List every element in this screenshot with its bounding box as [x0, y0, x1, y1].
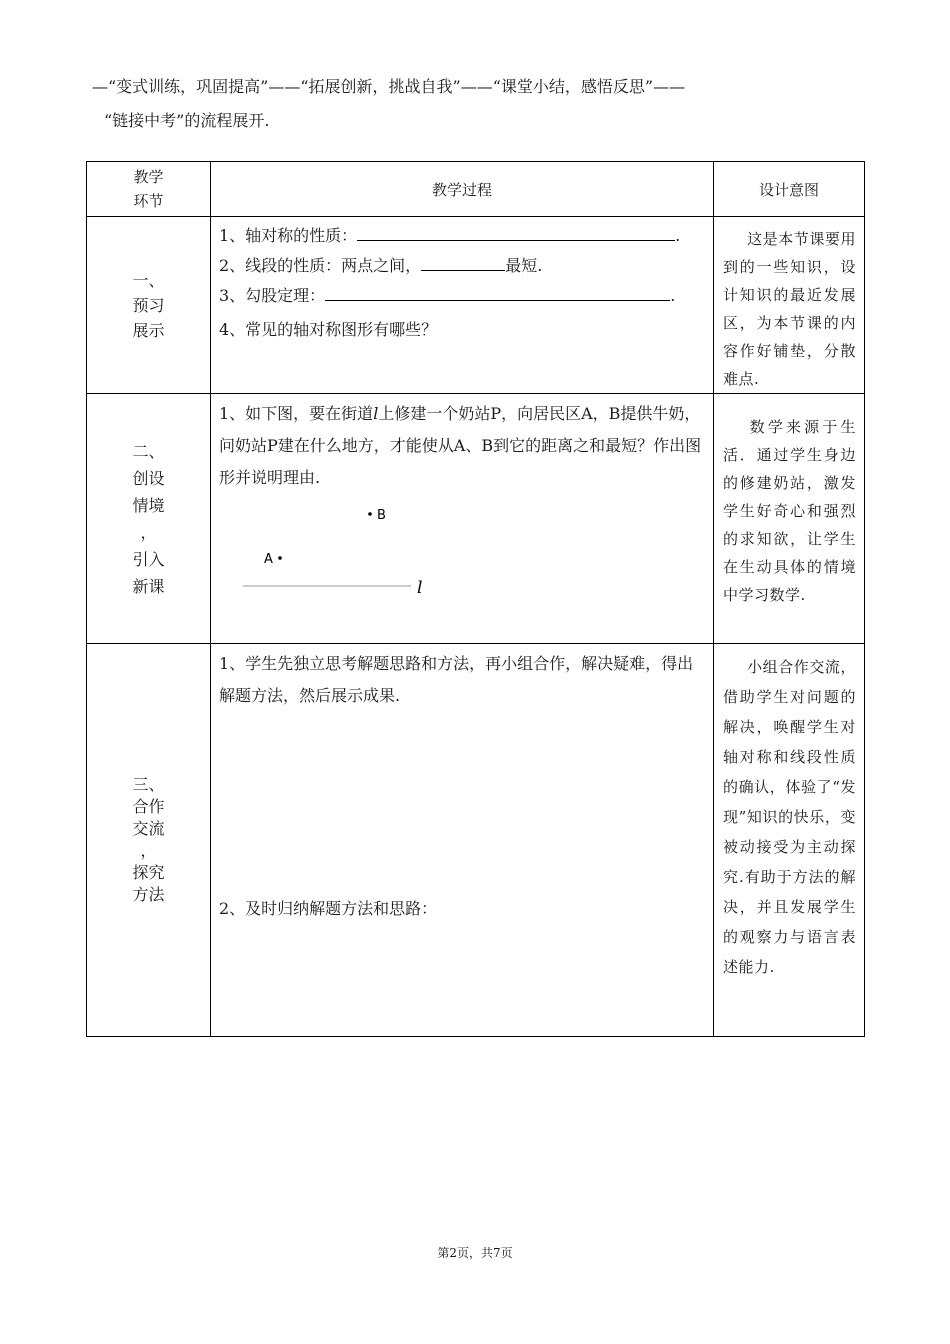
street-diagram [219, 494, 707, 634]
page-footer: 第2页，共7页 [437, 1246, 513, 1260]
street-line-label: l [417, 578, 423, 598]
intent-cell-2: 数学来源于生活．通过学生身边的修建奶站，激发学生好奇心和强烈的求知欲，让学生在生动具体的情境中学习数学. [714, 394, 865, 644]
point-a-label: A [264, 552, 273, 567]
intro-line-1: —“变式训练，巩固提高”——“拓展创新，挑战自我”——“课堂小结，感悟反思”—— [92, 77, 686, 96]
list-item: 4、常见的轴对称图形有哪些？ [219, 320, 438, 339]
process-cell-3 [211, 644, 714, 1037]
answer-blank [421, 252, 505, 271]
stage-cell-2: 二、 创设 情境 ， 引入 新课 [87, 394, 211, 644]
intent-cell-1: 这是本节课要用到的一些知识，设计知识的最近发展区，为本节课的内容作好铺垫，分散难点. [714, 217, 865, 394]
list-item: 1、轴对称的性质： . [219, 221, 707, 251]
list-item: 2、及时归纳解题方法和思路： [219, 899, 438, 918]
table-row [87, 217, 865, 394]
point-a-dot [278, 556, 282, 560]
table-row [87, 644, 865, 1037]
point-b-dot [368, 512, 372, 516]
list-item: 1、学生先独立思考解题思路和方法，再小组合作，解决疑难，得出解题方法，然后展示成果. [219, 654, 694, 705]
table-row [87, 394, 865, 644]
answer-blank [357, 222, 675, 241]
lesson-table [86, 161, 865, 1037]
table-header-row [87, 162, 865, 217]
header-stage: 教学 环节 [87, 162, 211, 217]
intro-text [92, 70, 867, 138]
stage-cell-1: 一、 预习 展示 [87, 217, 211, 394]
problem-text: 1、如下图，要在街道l上修建一个奶站P，向居民区A，B提供牛奶，问奶站P建在什么地方，才能使从A、B到它的距离之和最短？作出图形并说明理由. [219, 404, 702, 487]
list-item: 2、线段的性质：两点之间， 最短. [219, 251, 707, 281]
list-item: 3、勾股定理： . [219, 281, 707, 311]
point-b-label: B [377, 508, 386, 523]
intent-cell-3: 小组合作交流，借助学生对问题的解决，唤醒学生对轴对称和线段性质的确认，体验了“发现”知识的快乐，变被动接受为主动探究.有助于方法的解决，并且发展学生的观察力与语言表述能力. [714, 644, 865, 1037]
header-process: 教学过程 [211, 162, 714, 217]
diagram-svg [219, 494, 699, 634]
intro-line-2: “链接中考”的流程展开. [104, 111, 270, 130]
answer-blank [325, 282, 670, 301]
process-cell-1 [211, 217, 714, 394]
header-intent: 设计意图 [714, 162, 865, 217]
stage-cell-3: 三、 合作 交流 ， 探究 方法 [87, 644, 211, 1037]
process-cell-2 [211, 394, 714, 644]
